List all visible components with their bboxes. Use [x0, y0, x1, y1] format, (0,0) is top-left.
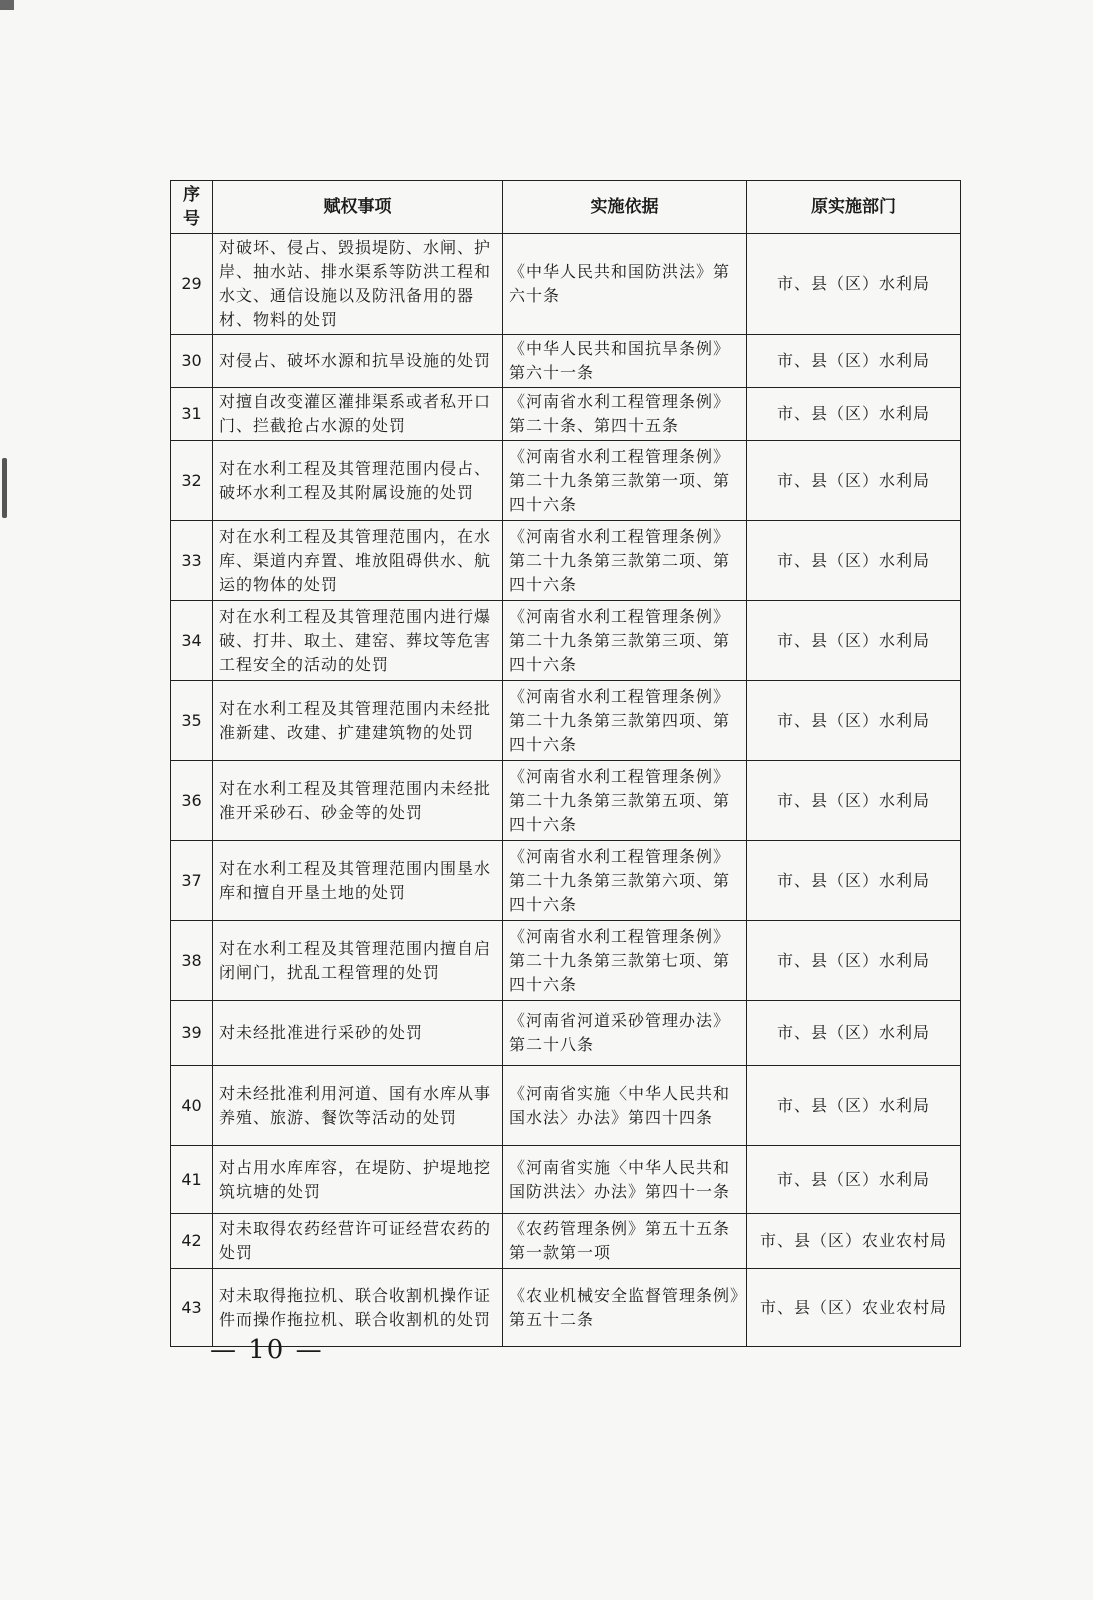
- row-basis: 《河南省水利工程管理条例》第二十九条第三款第一项、第四十六条: [503, 441, 747, 521]
- row-item: 对擅自改变灌区灌排渠系或者私开口门、拦截抢占水源的处罚: [213, 388, 503, 441]
- row-item: 对在水利工程及其管理范围内未经批准开采砂石、砂金等的处罚: [213, 761, 503, 841]
- row-item: 对未取得农药经营许可证经营农药的处罚: [213, 1214, 503, 1269]
- row-serial: 36: [171, 761, 213, 841]
- row-basis: 《中华人民共和国抗旱条例》第六十一条: [503, 335, 747, 388]
- table-body: [171, 234, 961, 1347]
- table-row: [171, 681, 961, 761]
- row-serial: 40: [171, 1066, 213, 1146]
- table-row: [171, 601, 961, 681]
- row-item: 对在水利工程及其管理范围内，在水库、渠道内弃置、堆放阻碍供水、航运的物体的处罚: [213, 521, 503, 601]
- row-basis: 《河南省水利工程管理条例》第二十九条第三款第六项、第四十六条: [503, 841, 747, 921]
- row-serial: 35: [171, 681, 213, 761]
- row-department: 市、县（区）水利局: [747, 681, 961, 761]
- table-row: [171, 1146, 961, 1214]
- row-serial: 42: [171, 1214, 213, 1269]
- row-item: 对在水利工程及其管理范围内围垦水库和擅自开垦土地的处罚: [213, 841, 503, 921]
- row-basis: 《农业机械安全监督管理条例》第五十二条: [503, 1269, 747, 1347]
- table-header-row: [171, 181, 961, 234]
- row-department: 市、县（区）水利局: [747, 234, 961, 335]
- row-item: 对未取得拖拉机、联合收割机操作证件而操作拖拉机、联合收割机的处罚: [213, 1269, 503, 1347]
- page-number: — 10 —: [210, 1335, 324, 1365]
- row-department: 市、县（区）水利局: [747, 841, 961, 921]
- header-serial: 序号: [171, 181, 213, 234]
- row-basis: 《河南省河道采砂管理办法》第二十八条: [503, 1001, 747, 1066]
- row-serial: 37: [171, 841, 213, 921]
- table-row: [171, 1214, 961, 1269]
- row-department: 市、县（区）水利局: [747, 761, 961, 841]
- row-item: 对在水利工程及其管理范围内擅自启闭闸门，扰乱工程管理的处罚: [213, 921, 503, 1001]
- row-serial: 32: [171, 441, 213, 521]
- row-department: 市、县（区）水利局: [747, 441, 961, 521]
- row-basis: 《河南省水利工程管理条例》第二十九条第三款第五项、第四十六条: [503, 761, 747, 841]
- row-serial: 43: [171, 1269, 213, 1347]
- row-basis: 《河南省实施〈中华人民共和国防洪法〉办法》第四十一条: [503, 1146, 747, 1214]
- row-item: 对未经批准进行采砂的处罚: [213, 1001, 503, 1066]
- scan-mark: [2, 458, 7, 518]
- row-item: 对在水利工程及其管理范围内侵占、破坏水利工程及其附属设施的处罚: [213, 441, 503, 521]
- row-serial: 33: [171, 521, 213, 601]
- table-row: [171, 335, 961, 388]
- row-basis: 《河南省水利工程管理条例》第二十条、第四十五条: [503, 388, 747, 441]
- row-department: 市、县（区）水利局: [747, 521, 961, 601]
- table-row: [171, 1001, 961, 1066]
- row-serial: 38: [171, 921, 213, 1001]
- table-row: [171, 521, 961, 601]
- row-item: 对在水利工程及其管理范围内进行爆破、打井、取土、建窑、葬坟等危害工程安全的活动的处罚: [213, 601, 503, 681]
- row-basis: 《河南省实施〈中华人民共和国水法〉办法》第四十四条: [503, 1066, 747, 1146]
- row-basis: 《农药管理条例》第五十五条第一款第一项: [503, 1214, 747, 1269]
- row-department: 市、县（区）农业农村局: [747, 1269, 961, 1347]
- row-basis: 《河南省水利工程管理条例》第二十九条第三款第四项、第四十六条: [503, 681, 747, 761]
- table-row: [171, 1066, 961, 1146]
- row-basis: 《河南省水利工程管理条例》第二十九条第三款第三项、第四十六条: [503, 601, 747, 681]
- row-item: 对侵占、破坏水源和抗旱设施的处罚: [213, 335, 503, 388]
- row-department: 市、县（区）水利局: [747, 1066, 961, 1146]
- header-item: 赋权事项: [213, 181, 503, 234]
- table-row: [171, 921, 961, 1001]
- table-row: [171, 841, 961, 921]
- row-basis: 《中华人民共和国防洪法》第六十条: [503, 234, 747, 335]
- header-basis: 实施依据: [503, 181, 747, 234]
- authorization-table: [170, 180, 961, 1347]
- row-item: 对破坏、侵占、毁损堤防、水闸、护岸、抽水站、排水渠系等防洪工程和水文、通信设施以及防汛备用的器材、物料的处罚: [213, 234, 503, 335]
- row-item: 对在水利工程及其管理范围内未经批准新建、改建、扩建建筑物的处罚: [213, 681, 503, 761]
- table-row: [171, 388, 961, 441]
- row-department: 市、县（区）水利局: [747, 921, 961, 1001]
- table-row: [171, 761, 961, 841]
- row-item: 对未经批准利用河道、国有水库从事养殖、旅游、餐饮等活动的处罚: [213, 1066, 503, 1146]
- scan-mark: [0, 0, 14, 10]
- row-department: 市、县（区）农业农村局: [747, 1214, 961, 1269]
- row-serial: 39: [171, 1001, 213, 1066]
- row-serial: 29: [171, 234, 213, 335]
- row-department: 市、县（区）水利局: [747, 1001, 961, 1066]
- row-item: 对占用水库库容，在堤防、护堤地挖筑坑塘的处罚: [213, 1146, 503, 1214]
- row-serial: 41: [171, 1146, 213, 1214]
- row-basis: 《河南省水利工程管理条例》第二十九条第三款第七项、第四十六条: [503, 921, 747, 1001]
- header-department: 原实施部门: [747, 181, 961, 234]
- row-department: 市、县（区）水利局: [747, 601, 961, 681]
- row-serial: 31: [171, 388, 213, 441]
- row-serial: 30: [171, 335, 213, 388]
- table-row: [171, 234, 961, 335]
- row-department: 市、县（区）水利局: [747, 388, 961, 441]
- row-department: 市、县（区）水利局: [747, 335, 961, 388]
- row-basis: 《河南省水利工程管理条例》第二十九条第三款第二项、第四十六条: [503, 521, 747, 601]
- row-department: 市、县（区）水利局: [747, 1146, 961, 1214]
- row-serial: 34: [171, 601, 213, 681]
- table-row: [171, 441, 961, 521]
